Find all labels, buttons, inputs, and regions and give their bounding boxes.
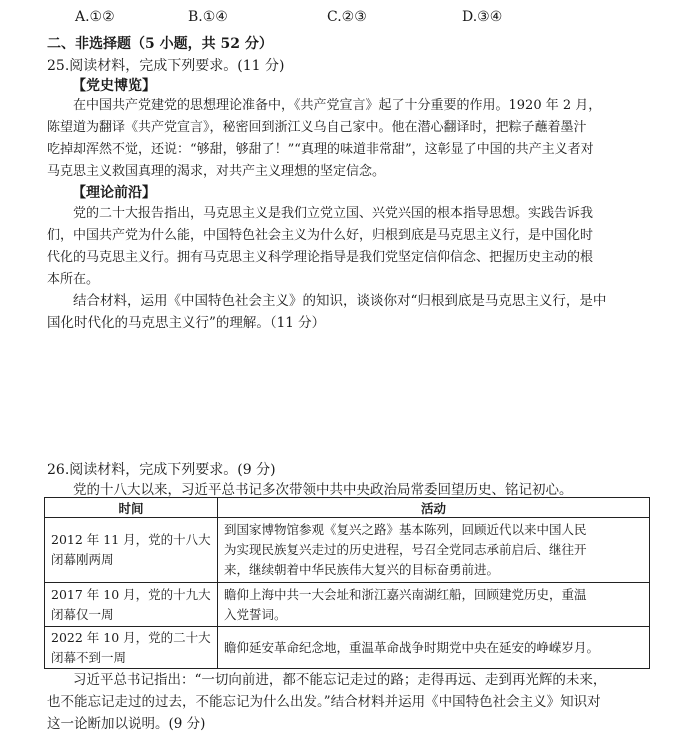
cell-line: 入党誓词。	[224, 606, 287, 622]
time-cell	[45, 627, 218, 669]
activity-cell	[218, 627, 650, 669]
q26-intro: 党的十八大以来，习近平总书记多次带领中共中央政治局常委回望历史、铭记初心。	[73, 482, 573, 498]
paragraph-line: 结合材料，运用《中国特色社会主义》的知识，谈谈你对“归根到底是马克思主义行，是中	[73, 293, 607, 309]
table-row	[45, 627, 650, 669]
paragraph-line: 习近平总书记指出：“一切向前进，都不能忘记走过的路；走得再远、走到再光辉的未来，	[73, 672, 607, 688]
paragraph-line: 在中国共产党建党的思想理论准备中，《共产党宣言》起了十分重要的作用。1920 年 2 月，	[73, 98, 602, 113]
q25-title: 25.阅读材料，完成下列要求。(11 分)	[47, 58, 285, 74]
cell-line: 闭幕刚两周	[51, 552, 114, 567]
option-d: D.③④	[462, 9, 503, 25]
paragraph-line: 马克思主义救国真理的渴求，对共产主义理想的坚定信念。	[47, 164, 386, 179]
activity-cell	[218, 518, 650, 583]
paragraph-line: 这一论断加以说明。(9 分)	[47, 716, 206, 732]
q25-label-history: 【党史博览】	[72, 78, 156, 94]
cell-line: 闭幕仅一周	[51, 606, 114, 622]
section-title: 二、非选择题（5 小题，共 52 分）	[47, 36, 273, 52]
cell-line: 为实现民族复兴走过的历史进程，号召全党同志承前启后、继往开	[224, 542, 587, 557]
option-b: B.①④	[188, 9, 228, 25]
header-time: 时间	[45, 498, 218, 518]
header-activity: 活动	[218, 498, 650, 518]
cell-line: 2017 年 10 月，党的十九大	[51, 586, 211, 602]
paragraph-line: 吃掉却浑然不觉，还说：“够甜，够甜了！”“真理的味道非常甜”，这彰显了中国的共产主义者对	[47, 142, 594, 157]
table-row	[45, 583, 650, 627]
paragraph-line: 党的二十大报告指出，马克思主义是我们立党立国、兴党兴国的根本指导思想。实践告诉我	[73, 206, 594, 221]
paragraph-line: 也不能忘记走过的过去，不能忘记为什么出发。”结合材料并运用《中国特色社会主义》知识对	[47, 694, 601, 710]
q26-question	[47, 669, 647, 735]
activity-cell	[218, 583, 650, 627]
q25-material-history	[47, 95, 647, 183]
q25-question	[47, 290, 647, 334]
cell-line: 2012 年 11 月，党的十八大	[51, 532, 211, 547]
option-c: C.②③	[327, 9, 367, 25]
paragraph-line: 本所在。	[47, 272, 100, 287]
table-row	[45, 518, 650, 583]
paragraph-line: 国化时代化的马克思主义行”的理解。（11 分）	[47, 315, 326, 331]
time-cell	[45, 518, 218, 583]
table-header-row	[45, 498, 650, 518]
activities-table	[44, 497, 650, 669]
q26-title: 26.阅读材料，完成下列要求。(9 分)	[47, 462, 276, 478]
q25-label-theory: 【理论前沿】	[72, 185, 156, 201]
cell-line: 瞻仰延安革命纪念地，重温革命战争时期党中央在延安的峥嵘岁月。	[224, 639, 600, 655]
option-a: A.①②	[75, 9, 115, 25]
cell-line: 闭幕不到一周	[51, 649, 127, 665]
answer-options-row	[0, 9, 692, 33]
paragraph-line: 陈望道为翻译《共产党宣言》，秘密回到浙江义乌自己家中。他在潜心翻译时，把粽子蘸着墨汁	[47, 120, 587, 135]
paragraph-line: 们，中国共产党为什么能，中国特色社会主义为什么好，归根到底是马克思主义行，是中国化时	[47, 228, 594, 243]
paragraph-line: 代化的马克思主义行。拥有马克思主义科学理论指导是我们党坚定信仰信念、把握历史主动的根	[47, 250, 594, 265]
time-cell	[45, 583, 218, 627]
q25-material-theory	[47, 203, 647, 291]
cell-line: 瞻仰上海中共一大会址和浙江嘉兴南湖红船，回顾建党历史，重温	[224, 586, 587, 602]
cell-line: 到国家博物馆参观《复兴之路》基本陈列，回顾近代以来中国人民	[224, 522, 587, 537]
cell-line: 2022 年 10 月，党的二十大	[51, 629, 211, 645]
cell-line: 来，继续朝着中华民族伟大复兴的目标奋勇前进。	[224, 562, 500, 577]
